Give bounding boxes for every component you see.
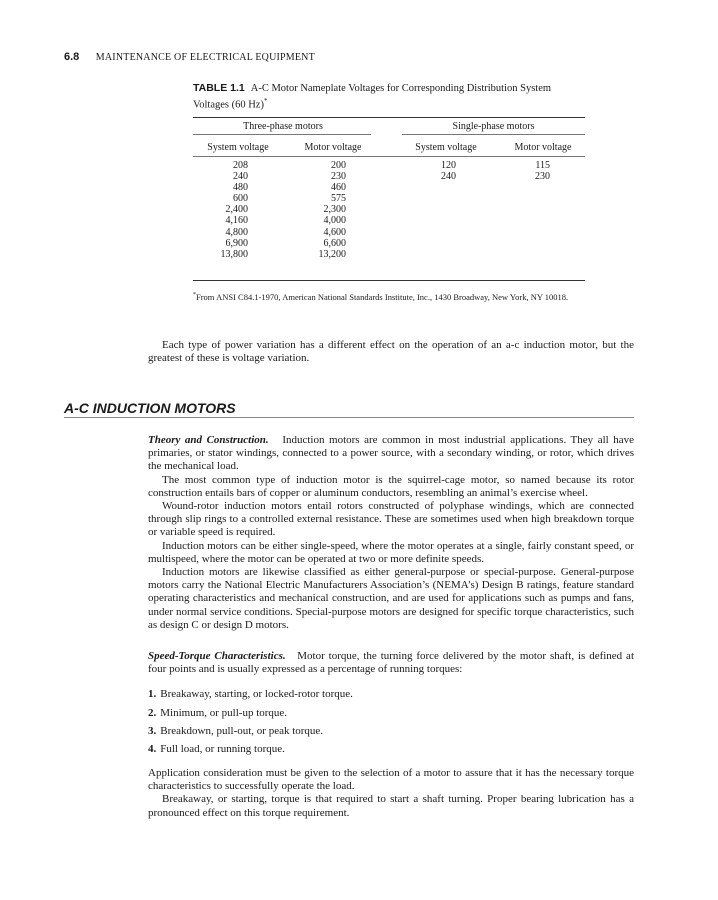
theory-p1-text: Induction motors are common in most industrial applications. They all have primaries, or stator windings, connected to a power source, with a secondary winding, or rotor, which drives the mechanical load.: [148, 434, 635, 473]
table-header-rule: [193, 156, 585, 157]
speed-torque-paragraph-2: [148, 767, 634, 793]
list-item-number: 3.: [148, 725, 157, 737]
single-phase-group-rule: [402, 134, 585, 135]
list-item-text: Breakdown, pull-out, or peak torque.: [160, 725, 324, 737]
table-caption-text: A-C Motor Nameplate Voltages for Corresponding Distribution System Voltages (60 Hz): [193, 83, 552, 111]
speed-torque-intro: [148, 650, 634, 676]
footnote-text: From ANSI C84.1-1970, American National Standards Institute, Inc., 1430 Broadway, New York, NY 10018.: [196, 291, 569, 302]
theory-paragraph-2: [148, 474, 634, 500]
table-cell: 13,800: [220, 248, 248, 260]
theory-paragraph-5: [148, 566, 634, 632]
table-cell: 6,600: [323, 237, 346, 249]
three-phase-system-column: [200, 160, 248, 260]
col-three-motor-voltage: Motor voltage: [304, 142, 362, 153]
table-cell: 600: [233, 193, 248, 205]
list-item-text: Full load, or running torque.: [160, 743, 285, 755]
three-phase-heading: Three-phase motors: [243, 121, 323, 132]
section-heading: A-C INDUCTION MOTORS: [64, 400, 236, 416]
table-cell: 120: [441, 160, 456, 171]
table-cell: 4,800: [225, 226, 248, 238]
theory-heading: Theory and Construction.: [148, 434, 269, 446]
running-title: MAINTENANCE OF ELECTRICAL EQUIPMENT: [95, 52, 315, 63]
table-cell: 230: [535, 171, 550, 183]
theory-paragraph-3: [148, 500, 634, 540]
table-cell: 4,000: [323, 215, 346, 227]
three-phase-group-rule: [193, 134, 371, 135]
single-phase-motor-column: [508, 160, 550, 182]
list-item-text: Minimum, or pull-up torque.: [160, 707, 288, 719]
list-item: [148, 725, 323, 737]
speed-torque-closing: [148, 767, 634, 820]
footnote-mark: *: [193, 292, 196, 298]
theory-p3-text: Wound-rotor induction motors entail rotors constructed of polyphase windings, which are connected through slip rings to a controlled external resistance. These are sometimes used when high breakdown torque or variable speed is required.: [148, 500, 634, 539]
theory-paragraph-4: [148, 540, 634, 566]
list-item: [148, 743, 285, 755]
three-phase-motor-column: [296, 160, 346, 260]
table-cell: 4,160: [225, 215, 248, 227]
table-cell: 115: [535, 160, 550, 171]
table-cell: 230: [331, 171, 346, 183]
table-cell: 480: [233, 182, 248, 194]
table-cell: 13,200: [318, 248, 346, 260]
theory-paragraph-1: [148, 434, 634, 474]
intro-paragraph: [148, 339, 634, 365]
col-single-motor-voltage: Motor voltage: [514, 142, 572, 153]
col-three-system-voltage: System voltage: [207, 142, 269, 153]
list-item-number: 2.: [148, 707, 157, 719]
list-item-text: Breakaway, starting, or locked-rotor torque.: [160, 688, 353, 700]
single-phase-system-column: [410, 160, 456, 182]
speed-torque-paragraph-3: [148, 793, 634, 819]
theory-p2-text: The most common type of induction motor is the squirrel-cage motor, so named because its rotor construction entails bars of copper or aluminum conductors, resembling an animal’s exercise wheel.: [148, 473, 634, 499]
section-divider: [64, 417, 634, 418]
table-cell: 2,300: [323, 204, 346, 216]
table-caption-mark: *: [263, 97, 268, 105]
speed-torque-heading: Speed-Torque Characteristics.: [148, 650, 286, 662]
theory-p4-text: Induction motors can be either single-speed, where the motor operates at a single, fairly constant speed, or multispeed, where the motor can be operated at two or more definite speeds.: [148, 539, 634, 565]
col-single-system-voltage: System voltage: [415, 142, 477, 153]
list-item-number: 4.: [148, 743, 157, 755]
list-item: [148, 688, 353, 700]
table-footnote: [193, 290, 585, 303]
table-cell: 240: [441, 171, 456, 183]
table-caption: [193, 82, 585, 112]
speed-torque-p2-text: Application consideration must be given to the selection of a motor to assure that it has the necessary torque characteristics to successfully operate the load.: [148, 767, 634, 793]
running-header: [64, 51, 315, 63]
table-cell: 575: [331, 193, 346, 205]
table-cell: 200: [331, 160, 346, 171]
table-cell: 4,600: [323, 226, 346, 238]
theory-section: [148, 434, 634, 632]
speed-torque-p1-text: Motor torque, the turning force delivered by the motor shaft, is defined at four points and is usually expressed as a percentage of running torques:: [148, 650, 634, 676]
single-phase-heading: Single-phase motors: [452, 121, 535, 132]
table-bottom-rule: [193, 280, 585, 281]
table-cell: 240: [233, 171, 248, 183]
table-label: TABLE 1.1: [193, 82, 245, 94]
list-item-number: 1.: [148, 688, 157, 700]
table-cell: 2,400: [225, 204, 248, 216]
theory-p5-text: Induction motors are likewise classified as either general-purpose or special-purpose. General-purpose motors carry the National Electric Manufacturers Association’s (NEMA’s) Design B ratings, feature standard operating characteristics and mechanical construction, and are used for applications such as pumps and fans, under normal service conditions. Special-purpose motors are designed for specific torque characteristics, such as design C or design D motors.: [148, 566, 634, 631]
table-cell: 208: [233, 160, 248, 171]
table-cell: 6,900: [225, 237, 248, 249]
table-cell: 460: [331, 182, 346, 194]
table-top-rule: [193, 117, 585, 118]
page-number: 6.8: [64, 51, 80, 63]
speed-torque-p3-text: Breakaway, or starting, torque is that required to start a shaft turning. Proper bearing lubrication has a pronounced effect on this torque requirement.: [148, 793, 634, 819]
intro-text: Each type of power variation has a different effect on the operation of an a-c induction motor, but the greatest of these is voltage variation.: [148, 339, 634, 365]
list-item: [148, 707, 287, 719]
